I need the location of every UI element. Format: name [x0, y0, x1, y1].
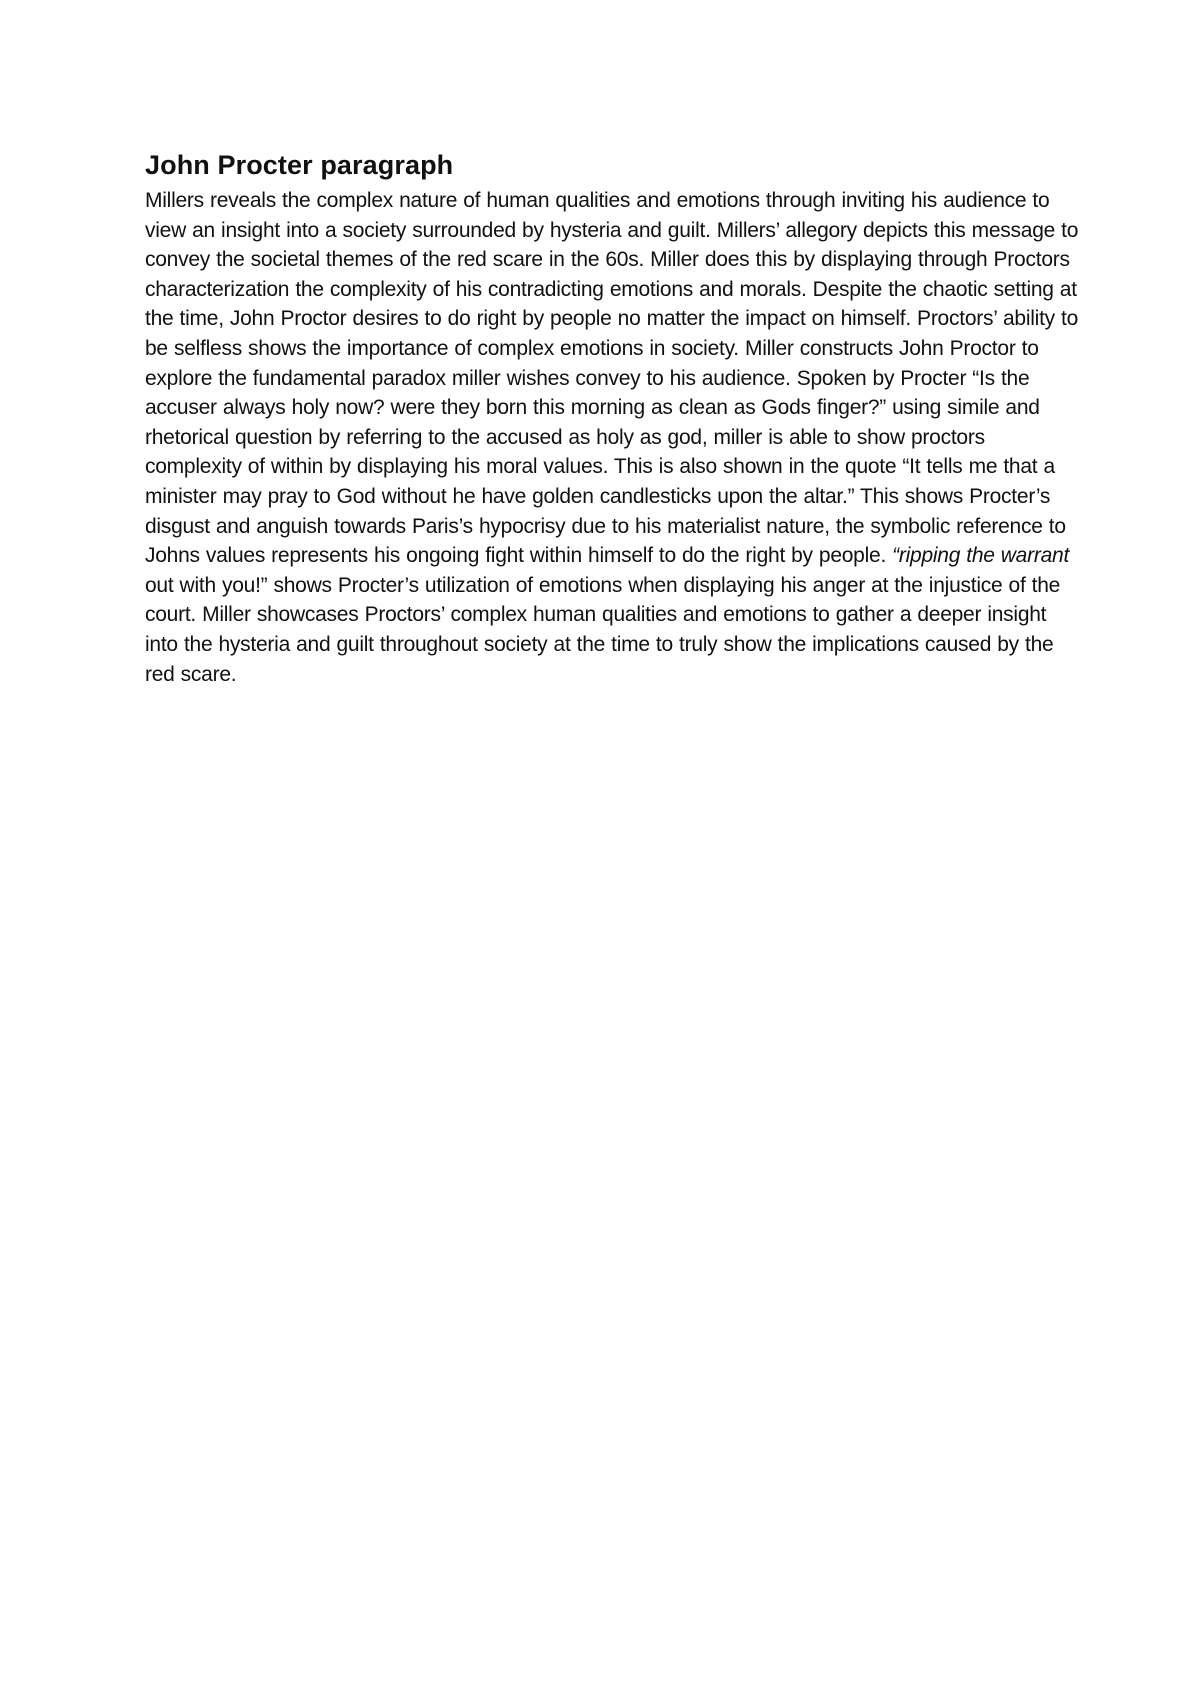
document-title: John Procter paragraph: [145, 150, 454, 180]
paragraph-text-part2: out with you!” shows Procter’s utilization of emotions when displaying his anger at the injustice of the court. Miller showcases Proctors’ complex human qualities and emotions to gather a deeper insight into the hysteria and guilt throughout society at the time to truly show the implications caused by the red scare.: [145, 544, 1076, 686]
body-paragraph: [145, 186, 1085, 689]
paragraph-italic-quote: “ripping the warrant: [892, 544, 1070, 568]
paragraph-text-part1: Millers reveals the complex nature of human qualities and emotions through inviting his audience to view an insight into a society surrounded by hysteria and guilt. Millers’ allegory depicts this message to convey the societal themes of the red scare in the 60s. Miller does this by displaying through Proctors characterization the complexity of his contradicting emotions and morals. Despite the chaotic setting at the time, John Proctor desires to do right by people no matter the impact on himself. Proctors’ ability to be selfless shows the importance of complex emotions in society. Miller constructs John Proctor to explore the fundamental paradox miller wishes convey to his audience. Spoken by Procter “Is the accuser always holy now? were they born this morning as clean as Gods finger?” using simile and rhetorical question by referring to the accused as holy as god, miller is able to show proctors complexity of within by displaying his moral values. This is also shown in the quote “It tells me that a minister may pray to God without he have golden candlesticks upon the altar.” This shows Procter’s disgust and anguish towards Paris’s hypocrisy due to his materialist nature, the symbolic reference to Johns values represents his ongoing fight within himself to do the right by people.: [145, 189, 1085, 568]
document-content: [145, 146, 1085, 689]
